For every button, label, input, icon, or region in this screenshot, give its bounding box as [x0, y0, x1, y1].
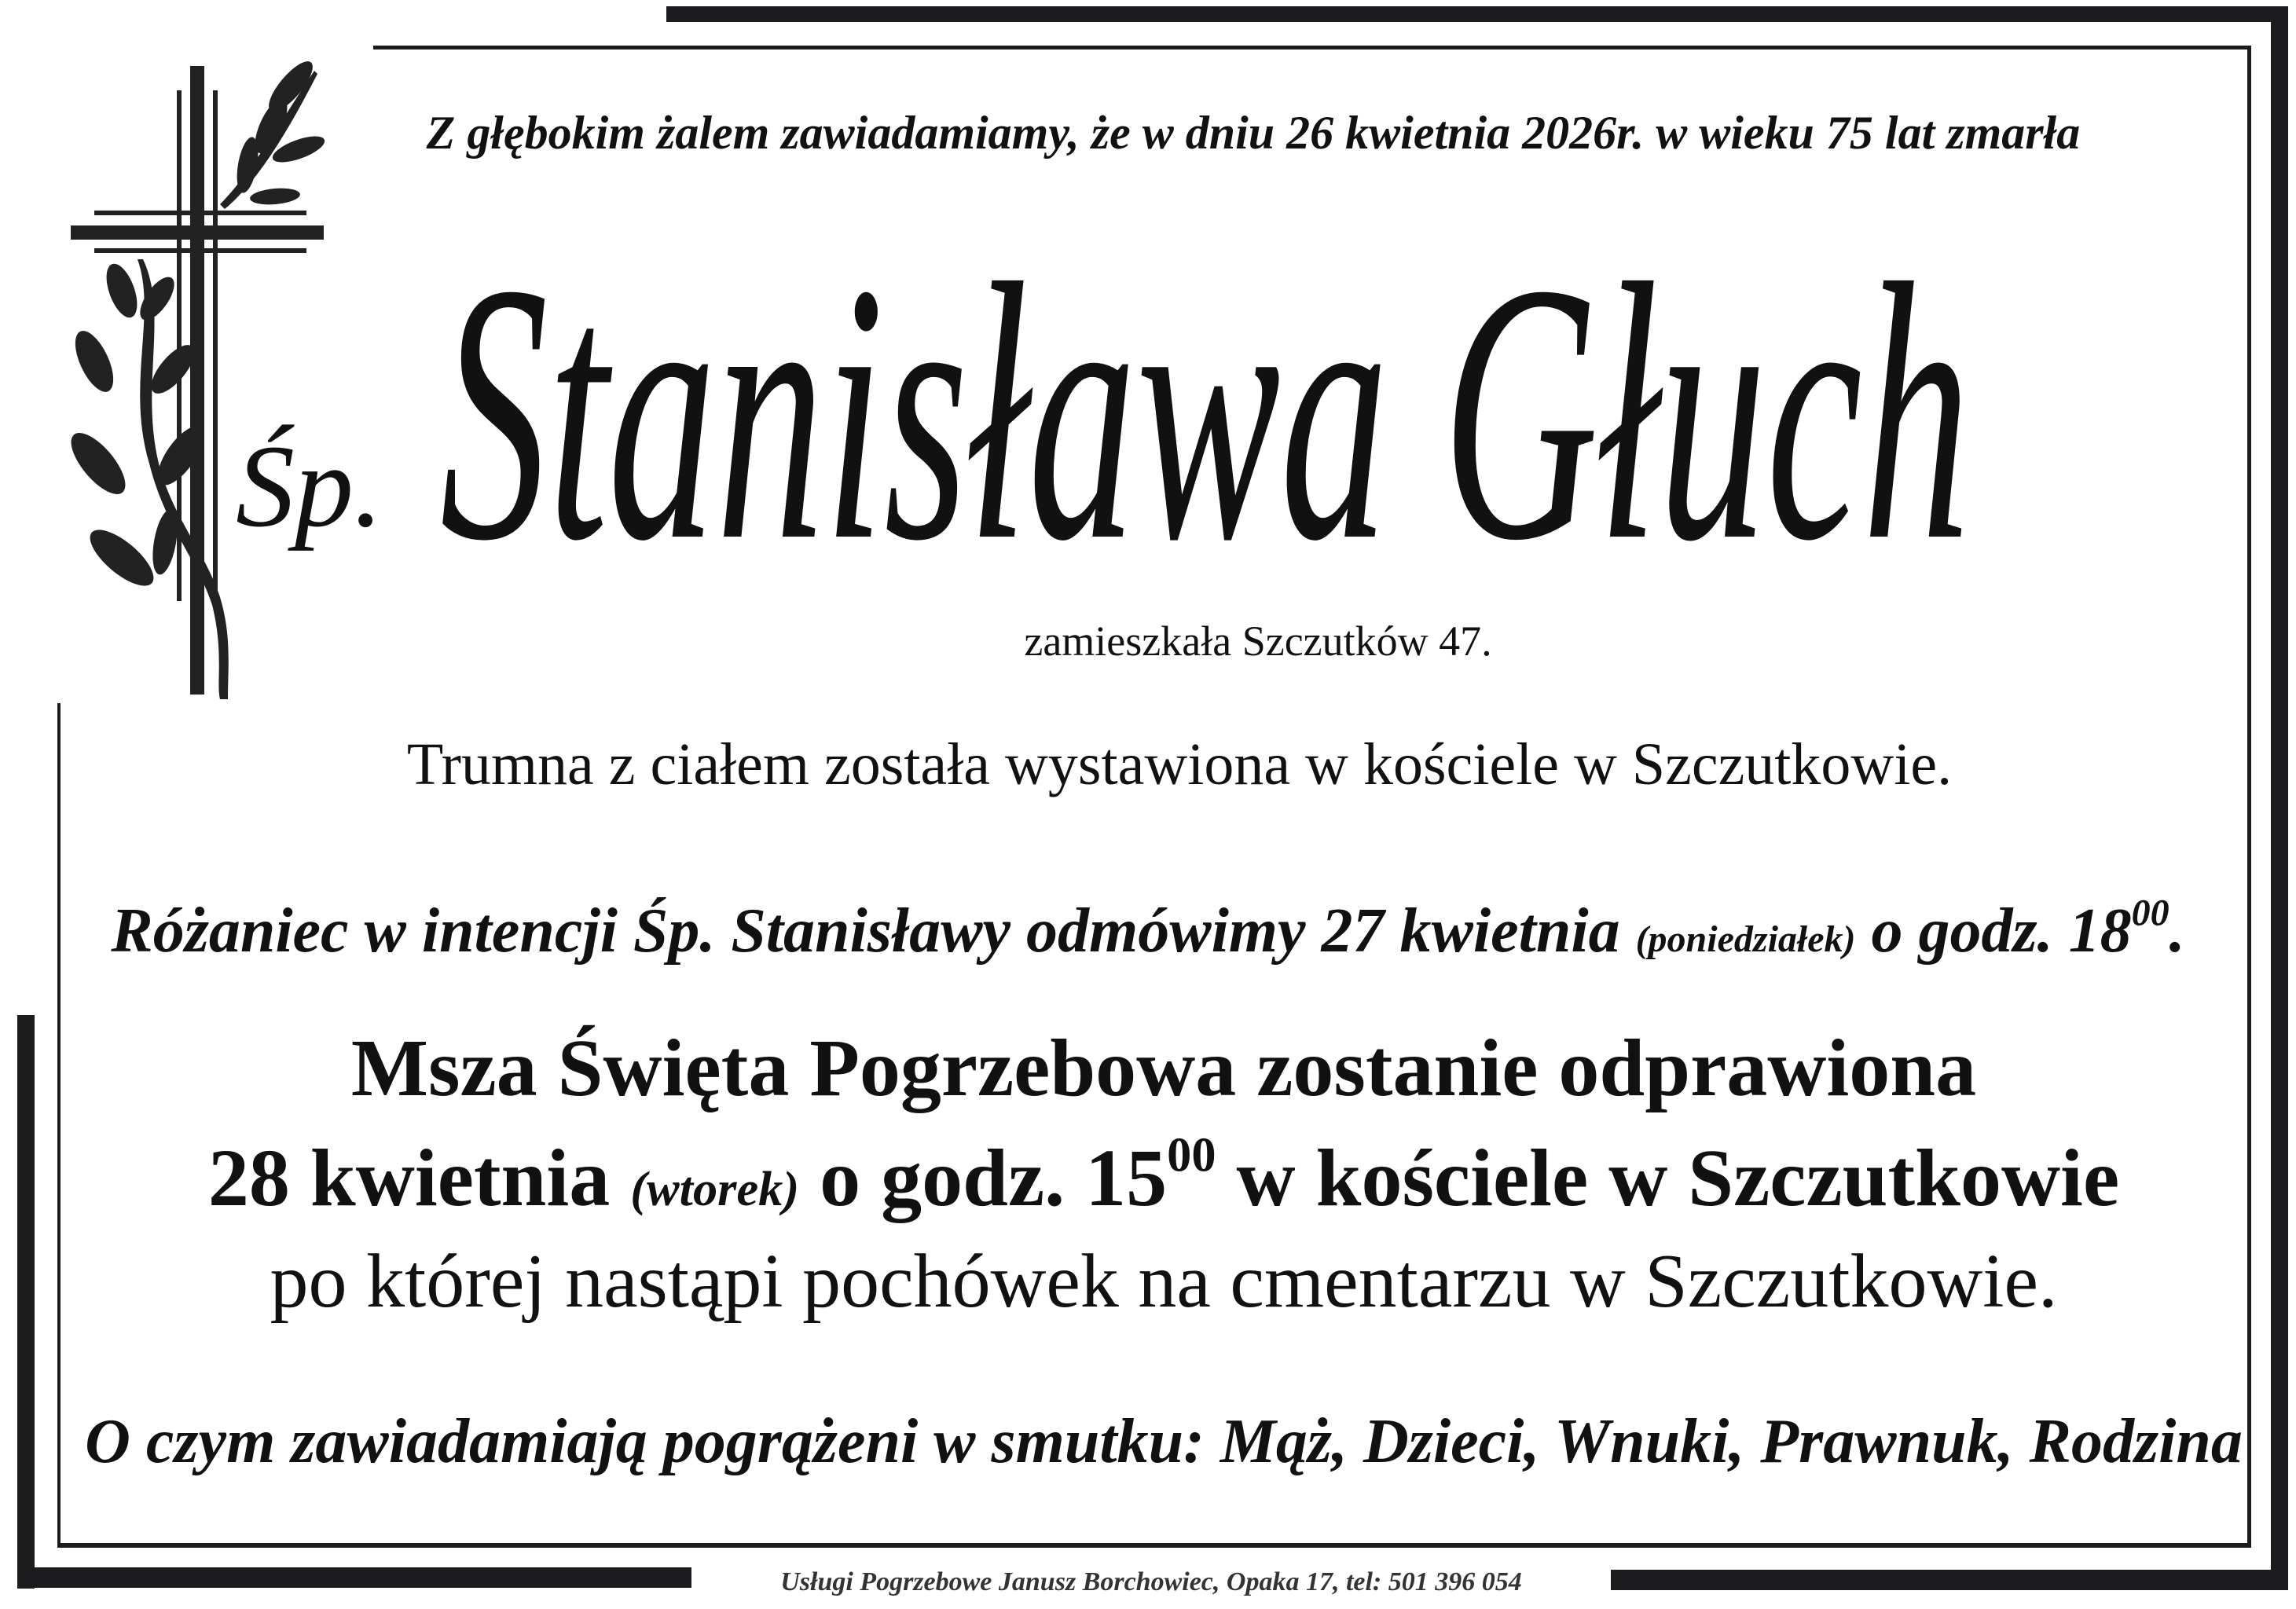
- rosary-time-minutes: 00: [2131, 892, 2169, 934]
- rosary-time: o godz. 18: [1871, 896, 2132, 966]
- prefix-sp: Śp.: [236, 421, 383, 552]
- rosary-end: .: [2169, 896, 2185, 966]
- border-bottom-left-thick: [17, 1567, 691, 1588]
- mourners-text: O czym zawiadamiają pogrążeni w smutku: Mąż, Dzieci, Wnuki, Prawnuk, Rodzina: [85, 1407, 2243, 1476]
- mass-place: w kościele w Szczutkowie: [1236, 1133, 2120, 1223]
- residence-text: zamieszkała Szczutków 47.: [1024, 618, 1492, 665]
- rosary-main: Różaniec w intencji Śp. Stanisławy odmówimy 27 kwietnia: [111, 896, 1620, 966]
- border-top-thick: [666, 6, 2288, 22]
- deceased-name-container: [440, 208, 1980, 617]
- mass-time: o godz. 15: [820, 1133, 1168, 1223]
- mass-time-minutes: 00: [1167, 1127, 1216, 1182]
- rosary-day: (poniedziałek): [1635, 918, 1856, 960]
- deceased-name: Stanisława Głuch: [440, 207, 1971, 617]
- funeral-home-footer: Usługi Pogrzebowe Janusz Borchowiec, Opaka 17, tel: 501 396 054: [780, 1567, 1522, 1596]
- mass-line-3: po której nastąpi pochówek na cmentarzu w Szczutkowie.: [270, 1239, 2058, 1324]
- rosary-text: [0, 892, 2296, 967]
- intro-text: Z głębokim żalem zawiadamiamy, że w dniu 26 kwietnia 2026r. w wieku 75 lat zmarła: [426, 107, 2081, 159]
- frame-bottom-line: [59, 1543, 2251, 1548]
- mass-day: (wtorek): [630, 1162, 800, 1216]
- frame-top-line: [373, 46, 2251, 49]
- mass-date: 28 kwietnia: [207, 1133, 611, 1223]
- mass-line-2: [16, 1127, 2296, 1225]
- coffin-text: Trumna z ciałem została wystawiona w kościele w Szczutkowie.: [406, 731, 1953, 797]
- mass-line-1: Msza Święta Pogrzebowa zostanie odprawiona: [350, 1023, 1977, 1113]
- border-bottom-right-thick: [1611, 1570, 2288, 1590]
